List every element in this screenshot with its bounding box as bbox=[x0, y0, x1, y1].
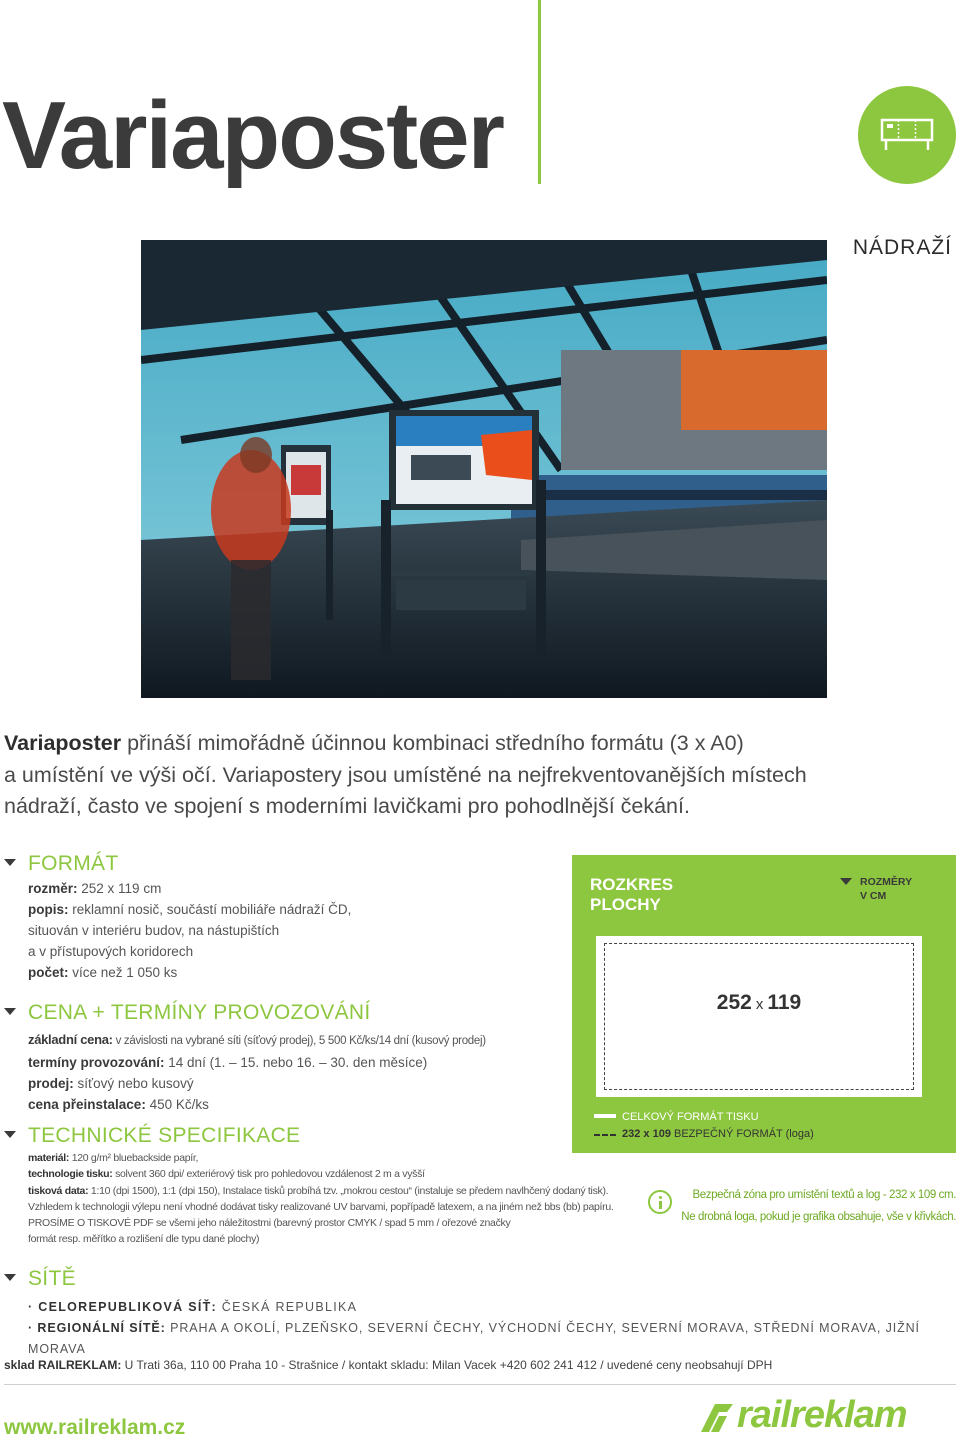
print-tech-value: solvent 360 dpi/ exteriérový tisk pro pohledovou vzdálenost 2 m a vyšší bbox=[112, 1168, 425, 1181]
regional-label: · REGIONÁLNÍ SÍTĚ: bbox=[28, 1321, 166, 1335]
station-photo bbox=[141, 240, 827, 698]
category-badge bbox=[858, 86, 956, 184]
caret-down-icon bbox=[4, 1274, 16, 1281]
format-heading-text: FORMÁT bbox=[28, 852, 119, 875]
intro-product-name: Variaposter bbox=[4, 731, 122, 755]
format-dimensions bbox=[596, 991, 922, 1015]
website-link[interactable]: www.railreklam.cz bbox=[4, 1416, 186, 1439]
panel-title-line1: ROZKRES bbox=[590, 875, 674, 894]
material-label: materiál: bbox=[28, 1152, 70, 1164]
desc-label: popis: bbox=[28, 902, 69, 917]
regional-value: PRAHA A OKOLÍ, PLZEŇSKO, SEVERNÍ ČECHY, VÝCHODNÍ ČECHY, SEVERNÍ MORAVA, STŘEDNÍ MORAVA, JIŽNÍ MORAVA bbox=[28, 1321, 920, 1356]
pricing-sale bbox=[28, 1073, 486, 1094]
desc-value: reklamní nosič, součástí mobiliáře nádraží ČD, bbox=[68, 902, 352, 917]
format-heading bbox=[4, 852, 351, 876]
terms-value: 14 dní (1. – 15. nebo 16. – 30. den měsíce) bbox=[164, 1055, 428, 1070]
count-label: počet: bbox=[28, 965, 69, 980]
dashed-line-icon bbox=[594, 1134, 616, 1136]
format-width: 252 bbox=[716, 991, 752, 1014]
tech-print-data bbox=[28, 1183, 609, 1199]
rail-logo-icon bbox=[697, 1398, 737, 1438]
safe-zone-outline bbox=[604, 943, 914, 1090]
size-value: 252 x 119 cm bbox=[77, 881, 162, 896]
warehouse-label: sklad RAILREKLAM: bbox=[4, 1358, 122, 1372]
pricing-heading-text: CENA + TERMÍNY PROVOZOVÁNÍ bbox=[28, 1001, 371, 1024]
regional-networks bbox=[28, 1318, 960, 1360]
sale-label: prodej: bbox=[28, 1076, 74, 1091]
panel-title-line2: PLOCHY bbox=[590, 895, 661, 914]
caret-down-icon bbox=[4, 1008, 16, 1015]
tech-line4: Vzhledem k technologii výlepu není vhodné dodávat tisky realizované UV barvami, popřípadě latexem, a na jiném než bbs (bb) papíru. bbox=[28, 1200, 614, 1213]
pricing-base bbox=[28, 1029, 486, 1052]
page-title: Variaposter bbox=[2, 82, 503, 189]
print-data-label: tisková data: bbox=[28, 1184, 89, 1197]
title-divider bbox=[538, 0, 541, 184]
reinstall-label: cena přeinstalace: bbox=[28, 1097, 146, 1112]
size-label: rozměr: bbox=[28, 881, 78, 896]
caret-down-icon bbox=[840, 878, 852, 885]
format-desc bbox=[28, 899, 351, 920]
base-price-value: v závislosti na vybrané síti (síťový prodej), 5 500 Kč/ks/14 dní (kusový prodej) bbox=[112, 1035, 486, 1047]
format-section bbox=[4, 852, 351, 983]
national-network bbox=[28, 1297, 960, 1318]
print-data-value: 1:10 (dpi 1500), 1:1 (dpi 150), Instalace tisků probíhá tzv. „mokrou cestou“ (instaluje se předem navlhčený dodaný tisk). bbox=[88, 1184, 609, 1197]
pricing-section bbox=[4, 1001, 486, 1115]
warehouse-value: U Trati 36a, 110 00 Praha 10 - Strašnice / kontakt skladu: Milan Vacek +420 602 241 412 / uvedené ceny neobsahují DPH bbox=[121, 1358, 773, 1372]
area-drawing-panel bbox=[572, 855, 956, 1153]
legend-safe-dims: 232 x 109 bbox=[622, 1128, 671, 1140]
tech-material bbox=[28, 1150, 604, 1166]
format-desc-line2: situován v interiéru budov, na nástupištích bbox=[28, 923, 280, 938]
format-height: 119 bbox=[767, 991, 802, 1014]
panel-title bbox=[590, 875, 673, 915]
intro-line1: přináší mimořádně účinnou kombinaci středního formátu (3 x A0) bbox=[121, 731, 744, 755]
note-line1: Bezpečná zóna pro umístění textů a log - 232 x 109 cm. bbox=[692, 1189, 956, 1201]
intro-line3: nádraží, často ve spojení s moderními lavičkami pro pohodlnější čekání. bbox=[4, 794, 690, 818]
note-line2: Ne drobná loga, pokud je grafika obsahuje, vše v křivkách. bbox=[681, 1211, 956, 1223]
format-count bbox=[28, 962, 351, 983]
national-value: ČESKÁ REPUBLIKA bbox=[217, 1300, 358, 1314]
sale-value: síťový nebo kusový bbox=[73, 1076, 194, 1091]
tech-print-tech bbox=[28, 1166, 604, 1182]
terms-label: termíny provozování: bbox=[28, 1055, 165, 1070]
format-size bbox=[28, 878, 351, 899]
print-tech-label: technologie tisku: bbox=[28, 1168, 113, 1181]
caret-down-icon bbox=[4, 859, 16, 866]
intro-line2: a umístění ve výši očí. Variapostery jsou umístěné na nejfrekventovanějších místech bbox=[4, 762, 807, 787]
pricing-reinstall bbox=[28, 1094, 486, 1115]
base-price-label: základní cena: bbox=[28, 1032, 113, 1047]
national-label: · CELOREPUBLIKOVÁ SÍŤ: bbox=[28, 1300, 218, 1314]
material-value: 120 g/m² bluebackside papír, bbox=[69, 1152, 199, 1164]
reinstall-value: 450 Kč/ks bbox=[145, 1097, 209, 1112]
tech-line5: PROSÍME O TISKOVÉ PDF se všemi jeho náležitostmi (barevný prostor CMYK / spad 5 mm / ořezové značky bbox=[28, 1217, 511, 1230]
networks-heading-text: SÍTĚ bbox=[28, 1267, 76, 1290]
warehouse-contact bbox=[4, 1358, 772, 1372]
dims-line2: V CM bbox=[860, 890, 887, 902]
dims-line1: ROZMĚRY bbox=[860, 876, 913, 888]
solid-line-icon bbox=[594, 1114, 616, 1118]
logo-text: railreklam bbox=[737, 1394, 907, 1436]
info-icon bbox=[648, 1190, 672, 1214]
format-desc-line3: a v přístupových koridorech bbox=[28, 944, 194, 959]
railreklam-logo bbox=[697, 1394, 907, 1443]
pricing-terms bbox=[28, 1052, 486, 1073]
legend-safe bbox=[622, 1128, 814, 1140]
tech-heading bbox=[4, 1124, 604, 1148]
intro-text bbox=[4, 728, 954, 823]
tech-section bbox=[4, 1124, 614, 1248]
caret-down-icon bbox=[4, 1131, 16, 1138]
tech-heading-text: TECHNICKÉ SPECIFIKACE bbox=[28, 1124, 301, 1147]
tech-line6: formát resp. měřítko a rozlišení dle typu dané plochy) bbox=[28, 1233, 260, 1246]
legend-total: CELKOVÝ FORMÁT TISKU bbox=[622, 1111, 759, 1123]
networks-section bbox=[4, 1267, 960, 1360]
legend-safe-text: BEZPEČNÝ FORMÁT (loga) bbox=[670, 1128, 814, 1140]
times-sign: x bbox=[755, 996, 764, 1013]
location-label: NÁDRAŽÍ bbox=[852, 236, 952, 259]
footer-divider bbox=[4, 1384, 956, 1385]
panel-dims-label bbox=[860, 875, 912, 903]
pricing-heading bbox=[4, 1001, 486, 1025]
billboard-icon bbox=[880, 116, 934, 152]
safe-zone-note bbox=[680, 1184, 956, 1228]
networks-heading bbox=[4, 1267, 960, 1291]
format-drawing bbox=[596, 936, 922, 1097]
count-value: více než 1 050 ks bbox=[68, 965, 178, 980]
